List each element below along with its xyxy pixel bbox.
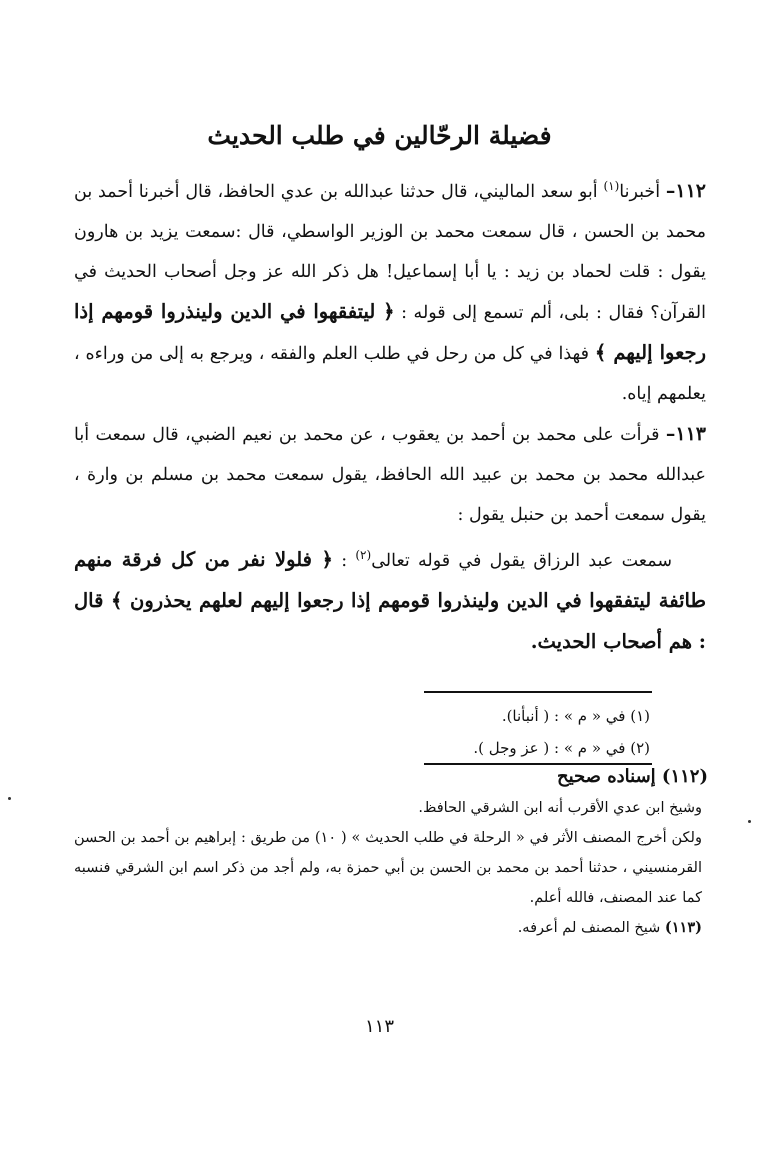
grading-heading: (١١٢) إسناده صحيح [557,766,708,787]
footnote-divider [424,691,652,693]
hadith-text: سمعت عبد الرزاق يقول في قوله تعالى [371,550,672,571]
footnotes [430,700,650,764]
footnote-ref: (١) [603,179,620,193]
hadith-text: : [332,550,356,571]
hadith-113-quote [74,535,706,663]
commentary-number: (١١٣) [664,919,702,936]
footnote-2: (٢) في « م » : ( عز وجل ). [473,739,650,757]
footnote-ref: (٢) [355,547,372,562]
hadith-112 [74,166,706,414]
chapter-heading: فضيلة الرحّالين في طلب الحديث [207,121,552,150]
footnote-1: (١) في « م » : ( أنبأنا). [501,707,650,725]
hadith-text: أبو سعد الماليني، قال حدثنا عبدالله بن عدي الحافظ، قال أخبرنا أحمد بن محمد بن الحسن ، قال سمعت محمد بن الوزير الواسطي، قال :سمعت يزيد بن هارون يقول : قلت لحماد بن زيد : يا أبا إسماعيل! هل ذكر الله عز وجل أصحاب الحديث في القرآن؟ فقال : بلى، ألم تسمع إلى قوله : [74,181,706,323]
page-number: ١١٣ [364,1016,394,1037]
commentary-113 [74,913,708,943]
main-text [74,166,706,663]
hadith-number: ١١٢– [665,179,706,202]
hadith-conclusion: هم أصحاب الحديث. [530,629,692,653]
hadith-113 [74,414,706,535]
hadith-number: ١١٣– [665,422,706,445]
commentary [74,762,708,943]
hadith-text: قرأت على محمد بن أحمد بن يعقوب ، عن محمد بن نعيم الضبي، قال سمعت أبا عبدالله محمد بن محمد بن عبيد الله الحافظ، يقول سمعت محمد بن مسلم بن وارة ، يقول سمعت أحمد بن حنبل يقول : [74,424,706,525]
quran-verse: ﴿ فلولا نفر من كل فرقة منهم طائفة ليتفقهوا في الدين ولينذروا قومهم إذا رجعوا إليهم لعلهم يحذرون ﴾ [74,547,706,612]
commentary-line: وشيخ ابن عدي الأقرب أنه ابن الشرقي الحافظ. [418,800,702,816]
commentary-heading-112 [74,762,708,793]
quran-verse: ﴿ ليتفقهوا في الدين ولينذروا قومهم إذا رجعوا إليهم ﴾ [74,299,706,364]
commentary-line: ولكن أخرج المصنف الأثر في « الرحلة في طلب الحديث » ( ١٠) من طريق : إبراهيم بن أحمد بن الحسن القرمنسيني ، حدثنا أحمد بن محمد بن الحسن بن أبي حمزة به، ولم أجد من ذكر اسم ابن الشرقي فنسبه كما عند المصنف، فالله أعلم. [74,830,702,906]
commentary-line: شيخ المصنف لم أعرفه. [517,920,665,936]
hadith-text: فهذا في كل من رحل في طلب العلم والفقه ، ويرجع به إلى من وراءه ، يعلمهم إياه. [74,343,706,404]
hadith-text: أخبرنا [619,181,666,202]
hadith-text: قال : [74,588,706,653]
scan-speck [748,820,751,823]
scan-speck [8,797,11,800]
